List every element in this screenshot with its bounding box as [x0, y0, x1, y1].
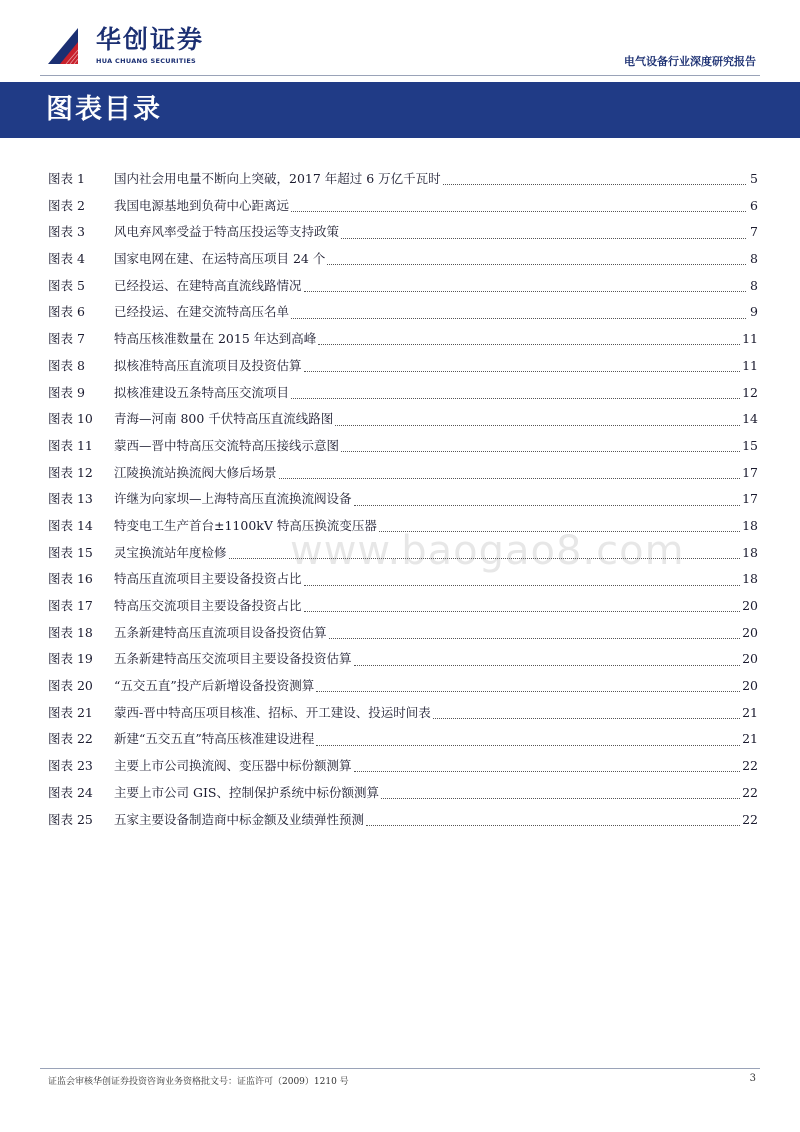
- toc-title: 五家主要设备制造商中标金额及业绩弹性预测: [114, 811, 365, 827]
- toc-leader-dots: [341, 223, 746, 239]
- toc-page-number: 20: [742, 598, 758, 613]
- toc-page-number: 20: [742, 651, 758, 667]
- toc-label: 图表 8: [48, 357, 85, 373]
- toc-label: 图表 9: [48, 384, 85, 400]
- page-title: 图表目录: [46, 94, 162, 125]
- toc-row[interactable]: [48, 273, 758, 300]
- toc-page-number: 12: [742, 384, 758, 400]
- toc-title: 主要上市公司 GIS、控制保护系统中标份额测算: [114, 784, 379, 800]
- toc-page-number: 17: [742, 491, 758, 507]
- toc-row[interactable]: [48, 433, 758, 460]
- toc-title: 新建“五交五直”特高压核准建设进程: [114, 731, 315, 747]
- toc-title: 五条新建特高压直流项目设备投资估算: [114, 624, 327, 640]
- toc-page-number: 18: [742, 517, 758, 533]
- toc-title: 特变电工生产首台±1100kV 特高压换流变压器: [114, 517, 377, 533]
- toc-title: 风电弃风率受益于特高压投运等支持政策: [114, 224, 340, 240]
- toc-label: 图表 4: [48, 251, 85, 267]
- toc-row[interactable]: [48, 380, 758, 407]
- toc-leader-dots: [279, 463, 741, 479]
- toc-title: 已经投运、在建交流特高压名单: [114, 304, 290, 320]
- toc-leader-dots: [354, 490, 741, 506]
- toc-label: 图表 12: [48, 464, 93, 480]
- toc-row[interactable]: [48, 299, 758, 326]
- toc-label: 图表 11: [48, 437, 93, 453]
- logo-english-name: HUA CHUANG SECURITIES: [96, 57, 197, 65]
- toc-row[interactable]: [48, 726, 758, 753]
- toc-leader-dots: [341, 436, 740, 452]
- page-header: [0, 0, 800, 80]
- toc-label: 图表 25: [48, 811, 93, 827]
- footer-license: 证监会审核华创证券投资咨询业务资格批文号：证监许可（2009）1210 号: [48, 1077, 349, 1087]
- toc-label: 图表 16: [48, 571, 93, 587]
- toc-leader-dots: [291, 196, 746, 212]
- toc-label: 图表 13: [48, 491, 93, 507]
- toc-row[interactable]: [48, 219, 758, 246]
- toc-label: 图表 5: [48, 277, 85, 293]
- toc-title: 我国电源基地到负荷中心距离远: [114, 197, 290, 213]
- toc-label: 图表 2: [48, 197, 85, 213]
- toc-label: 图表 15: [48, 544, 93, 560]
- toc-leader-dots: [304, 356, 741, 372]
- toc-label: 图表 20: [48, 678, 93, 694]
- toc-row[interactable]: [48, 646, 758, 673]
- toc-row[interactable]: [48, 246, 758, 273]
- toc-row[interactable]: [48, 593, 758, 620]
- header-divider: [40, 75, 760, 76]
- toc-title: 拟核准特高压直流项目及投资估算: [114, 357, 302, 373]
- footer-divider: [40, 1068, 760, 1069]
- toc-label: 图表 19: [48, 651, 93, 667]
- toc-title: 特高压核准数量在 2015 年达到高峰: [114, 331, 317, 347]
- toc-page-number: 21: [742, 704, 758, 720]
- toc-page-number: 20: [742, 678, 758, 694]
- toc-title: 已经投运、在建特高直流线路情况: [114, 277, 302, 293]
- toc-title: 蒙西-晋中特高压项目核准、招标、开工建设、投运时间表: [114, 704, 431, 720]
- toc-page-number: 20: [742, 624, 758, 640]
- toc-row[interactable]: [48, 807, 758, 834]
- toc-leader-dots: [366, 810, 740, 826]
- toc-leader-dots: [433, 703, 740, 719]
- toc-page-number: 11: [742, 331, 758, 347]
- toc-label: 图表 14: [48, 517, 93, 533]
- toc-row[interactable]: [48, 753, 758, 780]
- toc-title: 特高压交流项目主要设备投资占比: [114, 598, 302, 613]
- toc-page-number: 18: [742, 544, 758, 560]
- toc-page-number: 14: [742, 411, 758, 427]
- toc-page-number: 7: [750, 224, 758, 240]
- toc-leader-dots: [443, 169, 746, 185]
- toc-page-number: 22: [742, 811, 758, 827]
- toc-title: 青海—河南 800 千伏特高压直流线路图: [114, 411, 334, 427]
- toc-leader-dots: [381, 783, 740, 799]
- title-banner: [0, 82, 800, 138]
- toc-title: “五交五直”投产后新增设备投资测算: [114, 678, 315, 694]
- toc-page-number: 21: [742, 731, 758, 747]
- toc-leader-dots: [327, 249, 746, 265]
- toc-title: 江陵换流站换流阀大修后场景: [114, 464, 277, 480]
- toc-page-number: 9: [750, 304, 758, 320]
- toc-title: 特高压直流项目主要设备投资占比: [114, 571, 302, 587]
- toc-page-number: 22: [742, 758, 758, 774]
- logo-chinese-name: 华创证券: [96, 25, 205, 54]
- toc-leader-dots: [354, 756, 741, 772]
- toc-label: 图表 10: [48, 411, 93, 427]
- toc-row[interactable]: [48, 486, 758, 513]
- toc-label: 图表 23: [48, 758, 93, 774]
- toc-title: 国内社会用电量不断向上突破，2017 年超过 6 万亿千瓦时: [114, 171, 441, 186]
- toc-label: 图表 17: [48, 598, 93, 613]
- toc-label: 图表 21: [48, 704, 93, 720]
- toc-title: 蒙西—晋中特高压交流特高压接线示意图: [114, 437, 340, 453]
- toc-leader-dots: [304, 596, 741, 612]
- toc-leader-dots: [335, 410, 740, 426]
- toc-leader-dots: [354, 650, 741, 666]
- toc-label: 图表 24: [48, 784, 93, 800]
- toc-page-number: 6: [750, 197, 758, 213]
- toc-label: 图表 22: [48, 731, 93, 747]
- toc-title: 许继为向家坝—上海特高压直流换流阀设备: [114, 491, 352, 507]
- toc-page-number: 17: [742, 464, 758, 480]
- toc-row[interactable]: [48, 460, 758, 487]
- toc-page-number: 11: [742, 357, 758, 373]
- toc-page-number: 15: [742, 437, 758, 453]
- toc-title: 五条新建特高压交流项目主要设备投资估算: [114, 651, 352, 667]
- toc-row[interactable]: [48, 193, 758, 220]
- toc-row[interactable]: [48, 700, 758, 727]
- watermark: www.baogao8.com: [290, 528, 685, 574]
- toc-leader-dots: [291, 383, 740, 399]
- toc-row[interactable]: [48, 406, 758, 433]
- toc-label: 图表 7: [48, 331, 85, 347]
- report-type: 电气设备行业深度研究报告: [624, 55, 756, 68]
- toc-page-number: 8: [750, 251, 758, 267]
- toc-label: 图表 18: [48, 624, 93, 640]
- toc-page-number: 8: [750, 277, 758, 293]
- toc-row[interactable]: [48, 326, 758, 353]
- toc-title: 国家电网在建、在运特高压项目 24 个: [114, 251, 326, 267]
- figure-toc-list: [48, 166, 758, 833]
- toc-page-number: 22: [742, 784, 758, 800]
- huachuang-logo-icon: [48, 24, 94, 64]
- toc-leader-dots: [316, 730, 740, 746]
- toc-label: 图表 1: [48, 171, 85, 186]
- toc-row[interactable]: [48, 673, 758, 700]
- toc-row[interactable]: [48, 620, 758, 647]
- toc-leader-dots: [316, 676, 740, 692]
- toc-title: 灵宝换流站年度检修: [114, 544, 227, 560]
- toc-page-number: 5: [750, 171, 758, 186]
- toc-leader-dots: [291, 303, 746, 319]
- page-number: 3: [749, 1073, 756, 1084]
- toc-label: 图表 6: [48, 304, 85, 320]
- toc-page-number: 18: [742, 571, 758, 587]
- toc-row[interactable]: [48, 166, 758, 193]
- toc-leader-dots: [304, 276, 746, 292]
- toc-leader-dots: [318, 329, 740, 345]
- toc-row[interactable]: [48, 353, 758, 380]
- toc-row[interactable]: [48, 780, 758, 807]
- toc-label: 图表 3: [48, 224, 85, 240]
- toc-title: 主要上市公司换流阀、变压器中标份额测算: [114, 758, 352, 774]
- toc-title: 拟核准建设五条特高压交流项目: [114, 384, 290, 400]
- toc-leader-dots: [329, 623, 741, 639]
